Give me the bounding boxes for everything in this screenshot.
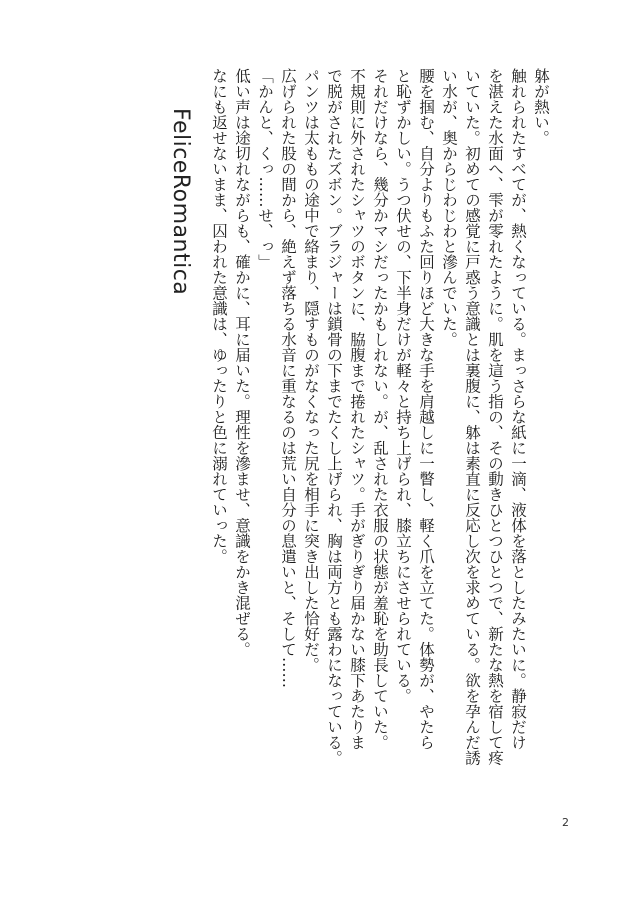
text-line: い水が、奥からじわじわと滲んでいた。	[440, 68, 458, 347]
text-line: 低い声は途切れながらも、確かに、耳に届いた。理性を滲ませ、意識をかき混ぜる。	[233, 68, 251, 657]
page-number: 2	[562, 816, 569, 829]
book-title: FeliceRomantica	[168, 108, 193, 296]
text-line: 躰が熱い。	[532, 68, 550, 146]
text-line: を湛えた水面へ、雫が零れたように。肌を這う指の、その動きひとつひとつで、新たな熱を宿して疼	[486, 68, 504, 766]
text-line: 触れられたすべてが、熱くなっている。まっさらな紙に一滴、液体を落としたみたいに。静寂だけ	[509, 68, 527, 750]
text-line: 腰を掴む、自分よりもふた回りほど大きな手を肩越しに一瞥し、軽く爪を立てた。体勢が、やたら	[417, 68, 435, 750]
text-line: それだけなら、幾分かマシだったかもしれない。が、乱された衣服の状態が羞恥を助長していた。	[371, 68, 389, 750]
text-line: いていた。初めての感覚に戸惑う意識とは裏腹に、躰は素直に反応し次を求めている。欲を孕んだ誘	[463, 68, 481, 766]
text-line: パンツは太ももの途中で絡まり、隠すものがなくなった尻を相手に突き出した恰好だ。	[302, 68, 320, 673]
body-text	[210, 68, 552, 768]
text-line: で脱がされたズボン。ブラジャーは鎖骨の下までたくし上げられ、胸は両方とも露わになっている。	[325, 68, 343, 766]
text-line: と恥ずかしい。うつ伏せの、下半身だけが軽々と持ち上げられ、膝立ちにさせられている。	[394, 68, 412, 704]
text-line: なにも返せないまま、囚われた意識は、ゆったりと色に溺れていった。	[210, 68, 228, 564]
text-line: 不規則に外されたシャツのボタンに、脇腹まで捲れたシャツ。手がぎりぎり届かない膝下あたりま	[348, 68, 366, 750]
text-line: 「かんと、くっ……せ、っ」	[256, 68, 274, 270]
text-line: 広げられた股の間から、絶えず落ちる水音に重なるのは荒い自分の息遣いと、そして……	[279, 68, 297, 688]
